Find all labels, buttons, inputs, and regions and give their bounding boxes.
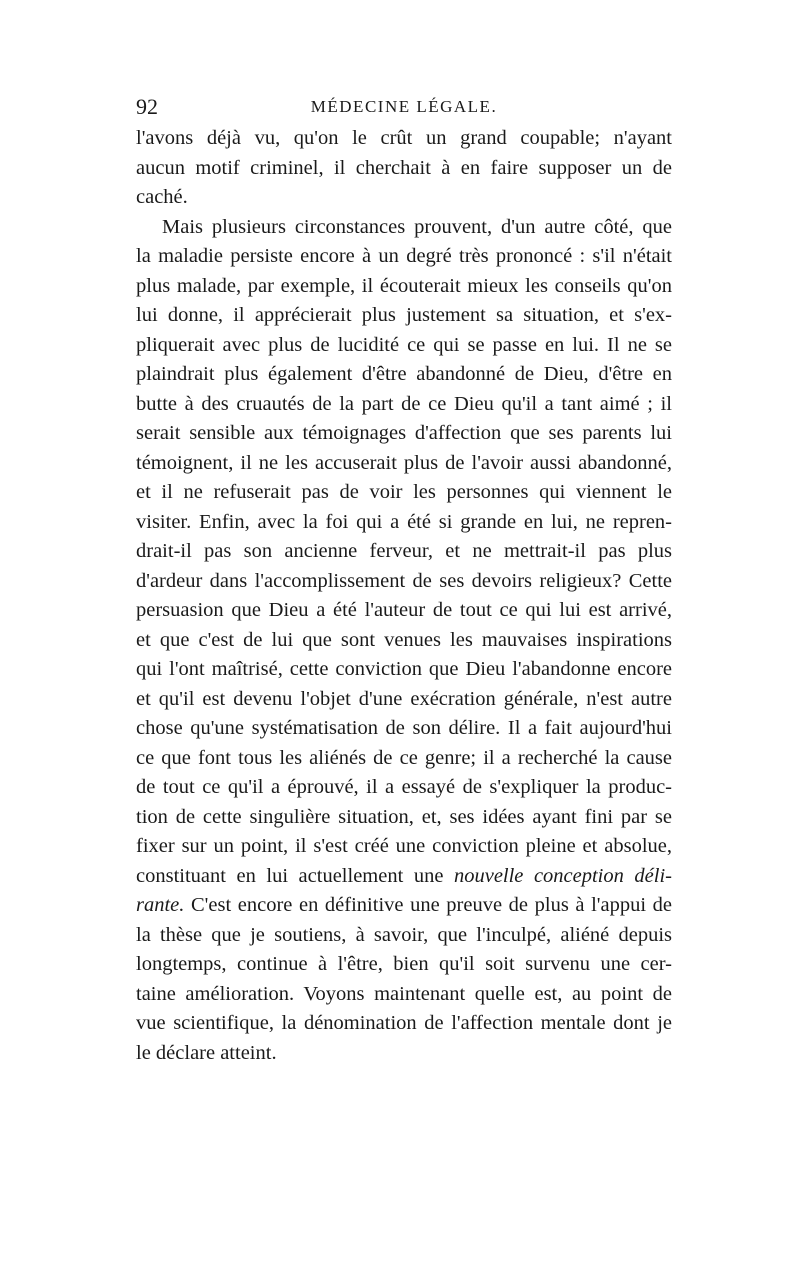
text-line: Mais plusieurs circonstances prouvent, d'un autre côté, que xyxy=(162,215,672,238)
text-line: de tout ce qu'il a éprouvé, il a essayé de s'expliquer la produc- xyxy=(136,776,672,798)
text-line: butte à des cruautés de la part de ce Dieu qu'il a tant aimé ; il xyxy=(136,392,672,415)
text-line-with-italic xyxy=(136,891,672,921)
text-line: longtemps, continue à l'être, bien qu'il soit survenu une cer- xyxy=(136,953,672,975)
text-line: visiter. Enfin, avec la foi qui a été si grande en lui, ne repren- xyxy=(136,510,672,533)
text-line: plaindrait plus également d'être abandonné de Dieu, d'être en xyxy=(136,363,672,385)
text-line: tion de cette singulière situation, et, ses idées ayant fini par se xyxy=(136,805,672,828)
text-line: et que c'est de lui que sont venues les mauvaises inspirations xyxy=(136,628,672,651)
text-line: vue scientifique, la dénomination de l'affection mentale dont je xyxy=(136,1012,672,1034)
text-line-with-italic xyxy=(136,862,672,892)
body-text xyxy=(136,124,672,1068)
text-line: fixer sur un point, il s'est créé une conviction pleine et absolue, xyxy=(136,835,672,857)
text-line: drait-il pas son ancienne ferveur, et ne mettrait-il pas plus xyxy=(136,540,672,562)
running-title: MÉDECINE LÉGALE. xyxy=(310,97,498,116)
italic-term: rante. xyxy=(136,894,185,916)
text-run: constituant en lui actuellement une xyxy=(136,864,454,887)
page-header xyxy=(136,92,672,122)
text-line: et qu'il est devenu l'objet d'une exécration générale, n'est autre xyxy=(136,687,672,710)
text-line: la thèse que je soutiens, à savoir, que l'inculpé, aliéné depuis xyxy=(136,923,672,946)
text-line: l'avons déjà vu, qu'on le crût un grand coupable; n'ayant xyxy=(136,127,672,149)
text-line: taine amélioration. Voyons maintenant quelle est, au point de xyxy=(136,982,672,1005)
text-line: qui l'ont maîtrisé, cette conviction que Dieu l'abandonne encore xyxy=(136,658,672,680)
text-line: persuasion que Dieu a été l'auteur de tout ce qui lui est arrivé, xyxy=(136,599,672,621)
italic-term: nouvelle conception déli- xyxy=(453,864,672,887)
page-number: 92 xyxy=(136,94,158,119)
text-line: lui donne, il apprécierait plus justement sa situation, et s'ex- xyxy=(136,304,672,326)
text-line: caché. xyxy=(136,186,188,208)
text-line: plus malade, par exemple, il écouterait mieux les conseils qu'on xyxy=(136,274,672,297)
text-line: et il ne refuserait pas de voir les personnes qui viennent le xyxy=(136,481,672,503)
text-line: ce que font tous les aliénés de ce genre; il a recherché la cause xyxy=(136,746,672,769)
text-line: d'ardeur dans l'accomplissement de ses devoirs religieux? Cette xyxy=(136,569,672,592)
text-line: la maladie persiste encore à un degré très prononcé : s'il n'était xyxy=(136,245,672,267)
text-run: C'est encore en définitive une preuve de plus à l'appui de xyxy=(184,894,672,916)
text-line: serait sensible aux témoignages d'affection que ses parents lui xyxy=(136,422,672,444)
text-line: chose qu'une systématisation de son délire. Il a fait aujourd'hui xyxy=(136,717,672,739)
text-line: aucun motif criminel, il cherchait à en faire supposer un de xyxy=(136,156,672,179)
text-line: le déclare atteint. xyxy=(136,1041,277,1064)
text-line: pliquerait avec plus de lucidité ce qui se passe en lui. Il ne se xyxy=(136,333,672,356)
text-line: témoignent, il ne les accuserait plus de l'avoir aussi abandonné, xyxy=(136,451,672,474)
